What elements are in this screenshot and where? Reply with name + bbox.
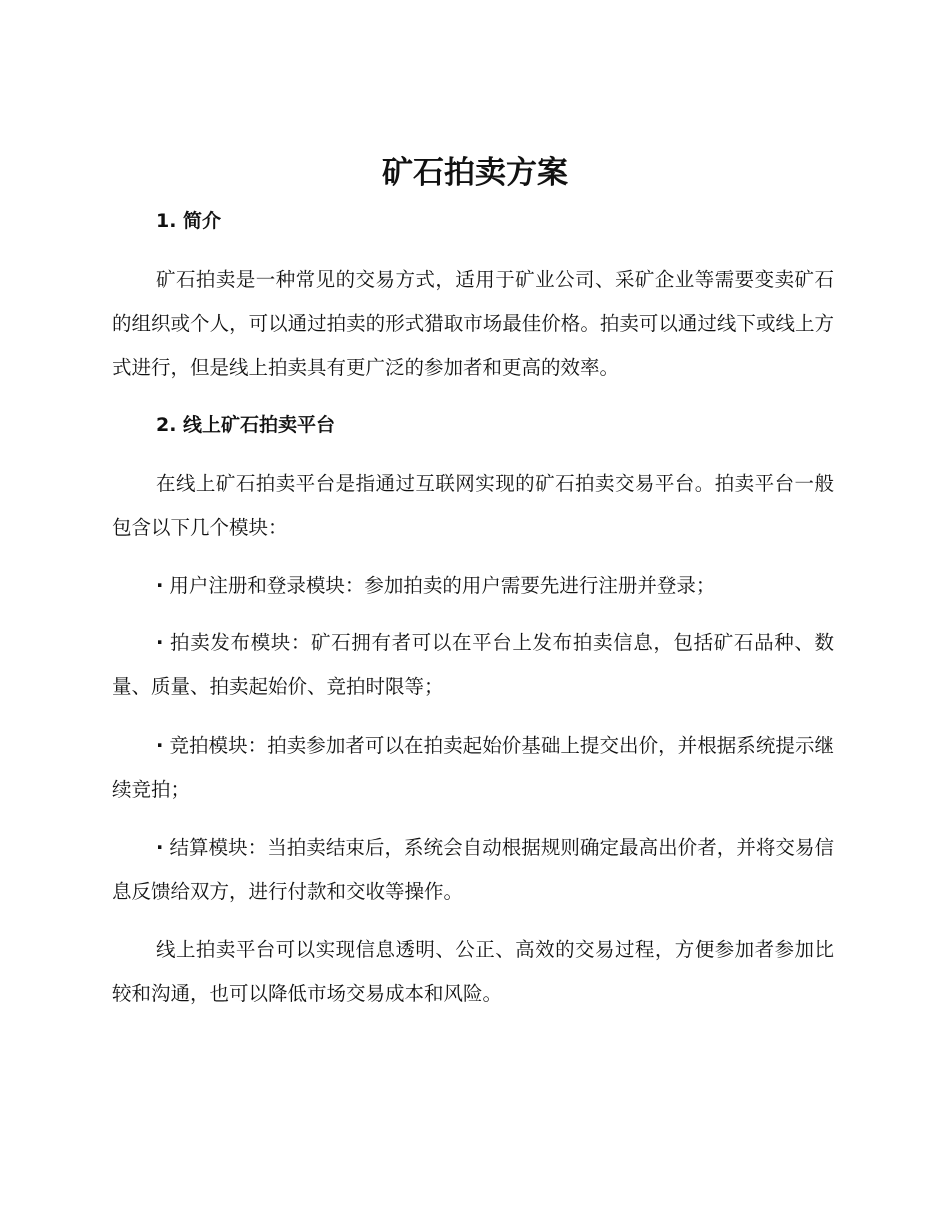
section-heading-platform: 2. 线上矿石拍卖平台 bbox=[156, 414, 336, 436]
bullet-marker: · bbox=[156, 574, 164, 597]
bullet-marker: · bbox=[156, 734, 164, 757]
bullet-text: 拍卖发布模块：矿石拥有者可以在平台上发布拍卖信息，包括矿石品种、数量、质量、拍卖起始价、竞拍时限等； bbox=[112, 631, 834, 698]
platform-paragraph: 在线上矿石拍卖平台是指通过互联网实现的矿石拍卖交易平台。拍卖平台一般包含以下几个模块： bbox=[112, 472, 834, 539]
bullet-text: 用户注册和登录模块：参加拍卖的用户需要先进行注册并登录； bbox=[169, 574, 716, 597]
closing-paragraph: 线上拍卖平台可以实现信息透明、公正、高效的交易过程，方便参加者参加比较和沟通，也可以降低市场交易成本和风险。 bbox=[112, 938, 834, 1005]
bullet-text: 结算模块：当拍卖结束后，系统会自动根据规则确定最高出价者，并将交易信息反馈给双方，进行付款和交收等操作。 bbox=[112, 836, 834, 903]
section-heading-intro: 1. 简介 bbox=[156, 210, 222, 232]
bullet-text: 竞拍模块：拍卖参加者可以在拍卖起始价基础上提交出价，并根据系统提示继续竞拍； bbox=[112, 734, 834, 801]
bullet-item-settlement bbox=[112, 826, 834, 914]
bullet-item-bidding bbox=[112, 724, 834, 812]
document-title: 矿石拍卖方案 bbox=[382, 155, 568, 191]
bullet-marker: · bbox=[156, 836, 164, 859]
intro-paragraph: 矿石拍卖是一种常见的交易方式，适用于矿业公司、采矿企业等需要变卖矿石的组织或个人，可以通过拍卖的形式猎取市场最佳价格。拍卖可以通过线下或线上方式进行，但是线上拍卖具有更广泛的参加者和更高的效率。 bbox=[112, 268, 834, 379]
bullet-marker: · bbox=[156, 631, 164, 654]
bullet-item-publishing bbox=[112, 621, 834, 709]
bullet-item-registration bbox=[112, 564, 834, 608]
